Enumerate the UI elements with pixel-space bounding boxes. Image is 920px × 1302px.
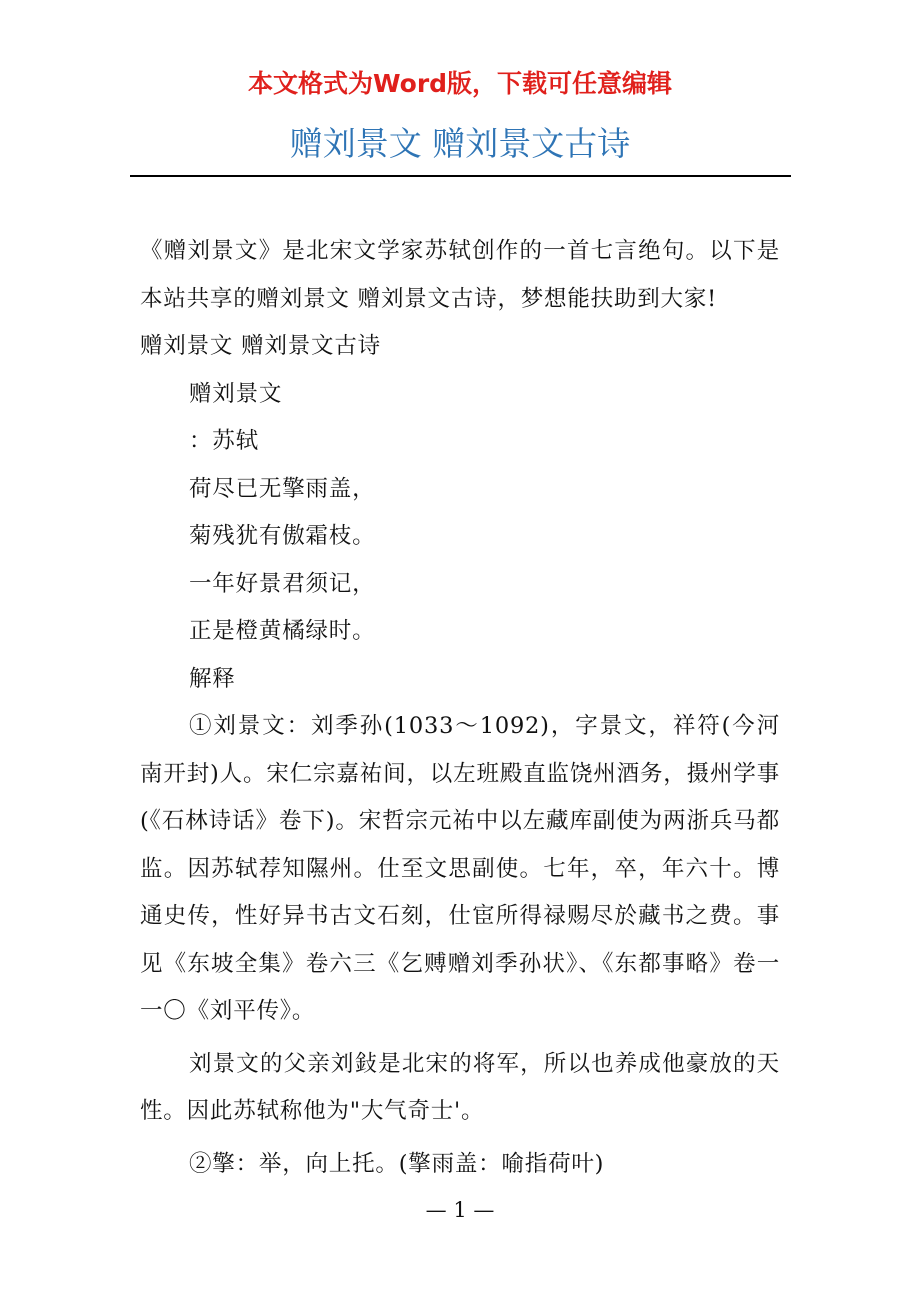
note-1: ①刘景文：刘季孙(1033～1092)，字景文，祥符(今河南开封)人。宋仁宗嘉祐间，以左班殿直监饶州酒务，摄州学事(《石林诗话》卷下)。宋哲宗元祐中以左藏库副使为两浙兵马都监。因苏轼荐知隰州。仕至文思副使。七年，卒，年六十。博通史传，性好异书古文石刻，仕宦所得禄赐尽於藏书之费。事见《东坡全集》卷六三《乞赙赠刘季孙状》、《东都事略》卷一一〇《刘平传》。 — [140, 713, 780, 1024]
title-divider — [130, 175, 791, 177]
poem-line-2: 菊残犹有傲霜枝。 — [189, 523, 376, 549]
intro-tail: 赠刘景文 赠刘景文古诗 — [140, 333, 381, 359]
poem-line-4: 正是橙黄橘绿时。 — [189, 618, 376, 644]
note-1-extra: 刘景文的父亲刘鈙是北宋的将军，所以也养成他豪放的天性。因此苏轼称他为"大气奇士'。 — [140, 1050, 780, 1124]
note-2: ②擎：举，向上托。(擎雨盖：喻指荷叶) — [189, 1150, 605, 1177]
article-body — [140, 228, 780, 1188]
page-title: 赠刘景文 赠刘景文古诗 — [289, 124, 631, 163]
poem-title: 赠刘景文 — [189, 380, 283, 407]
page-number: — 1 — — [425, 1198, 495, 1222]
intro-paragraph: 《赠刘景文》是北宋文学家苏轼创作的一首七言绝句。以下是本站共享的赠刘景文 赠刘景文古诗，梦想能扶助到大家! — [140, 238, 780, 312]
poem-line-1: 荷尽已无擎雨盖， — [189, 475, 376, 502]
poem-line-3: 一年好景君须记， — [189, 570, 376, 597]
explanation-heading: 解释 — [189, 665, 236, 692]
format-banner: 本文格式为Word版，下载可任意编辑 — [247, 69, 673, 98]
poem-author: ：苏轼 — [189, 428, 259, 454]
